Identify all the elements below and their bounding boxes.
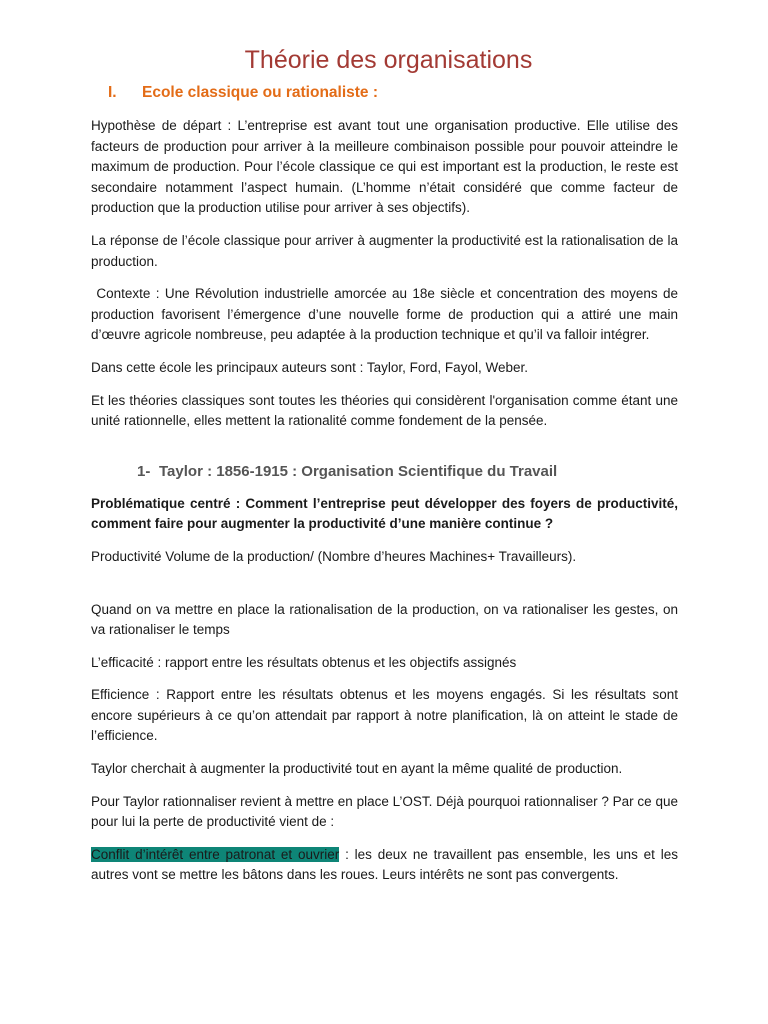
page-title: Théorie des organisations [244,46,533,74]
subsection-number: 1- [137,462,151,480]
paragraph-productivite: Productivité Volume de la production/ (Nombre d’heures Machines+ Travailleurs). [91,548,577,564]
subsection-heading [137,462,678,482]
paragraph-auteurs: Dans cette école les principaux auteurs sont : Taylor, Ford, Fayol, Weber. [91,359,528,375]
section-number: I. [108,84,117,101]
paragraph-conflit [91,845,678,886]
paragraph-ost: Pour Taylor rationnaliser revient à mettre en place L’OST. Déjà pourquoi rationnaliser ? Par ce que pour lui la perte de productivité vient de : [91,793,678,830]
highlighted-text: Conflit d’intérêt entre patronat et ouvrier [91,846,340,862]
paragraph-problematique: Problématique centré : Comment l’entreprise peut développer des foyers de productivité, comment faire pour augmenter la productivité d’une manière continue ? [91,495,678,532]
paragraph-hypothese: Hypothèse de départ : L’entreprise est avant tout une organisation productive. Elle utilise des facteurs de production pour arriver à la meilleure combinaison possible pour pouvoir atteindre le maximum de production. Pour l’école classique ce qui est important est la production, le reste est secondaire notamment l’aspect humain. (L’homme n’était considéré que comme facteur de production que la production utilise pour arriver à ses objectifs). [91,118,678,216]
subsection-label: Taylor : 1856-1915 : Organisation Scientifique du Travail [159,462,558,480]
section-label: Ecole classique ou rationaliste : [142,84,379,101]
paragraph-contexte: Contexte : Une Révolution industrielle amorcée au 18e siècle et concentration des moyens de production favorisent l’émergence d’une nouvelle forme de production qui a attiré une main d’œuvre agricole nombreuse, peu adaptée à la production technique et qu’il va falloir intégrer. [91,286,682,343]
paragraph-efficience: Efficience : Rapport entre les résultats obtenus et les moyens engagés. Si les résultats sont encore supérieurs à ce qu’on attendait par rapport à notre planification, là on atteint le stade de l’efficience. [91,687,678,744]
paragraph-qualite: Taylor cherchait à augmenter la productivité tout en ayant la même qualité de production. [91,761,623,777]
paragraph-reponse: La réponse de l’école classique pour arriver à augmenter la productivité est la rationalisation de la production. [91,232,678,269]
paragraph-efficacite: L’efficacité : rapport entre les résultats obtenus et les objectifs assignés [91,654,517,670]
section-heading [108,83,678,103]
paragraph-rationalisation: Quand on va mettre en place la rationalisation de la production, on va rationaliser les gestes, on va rationaliser le temps [91,601,678,638]
paragraph-theories: Et les théories classiques sont toutes les théories qui considèrent l'organisation comme étant une unité rationnelle, elles mettent la rationalité comme fondement de la pensée. [91,392,678,429]
conflit-rest: : les deux ne travaillent pas ensemble, les uns et les autres vont se mettre les bâtons dans les roues. Leurs intérêts ne sont pas convergents. [91,846,678,883]
